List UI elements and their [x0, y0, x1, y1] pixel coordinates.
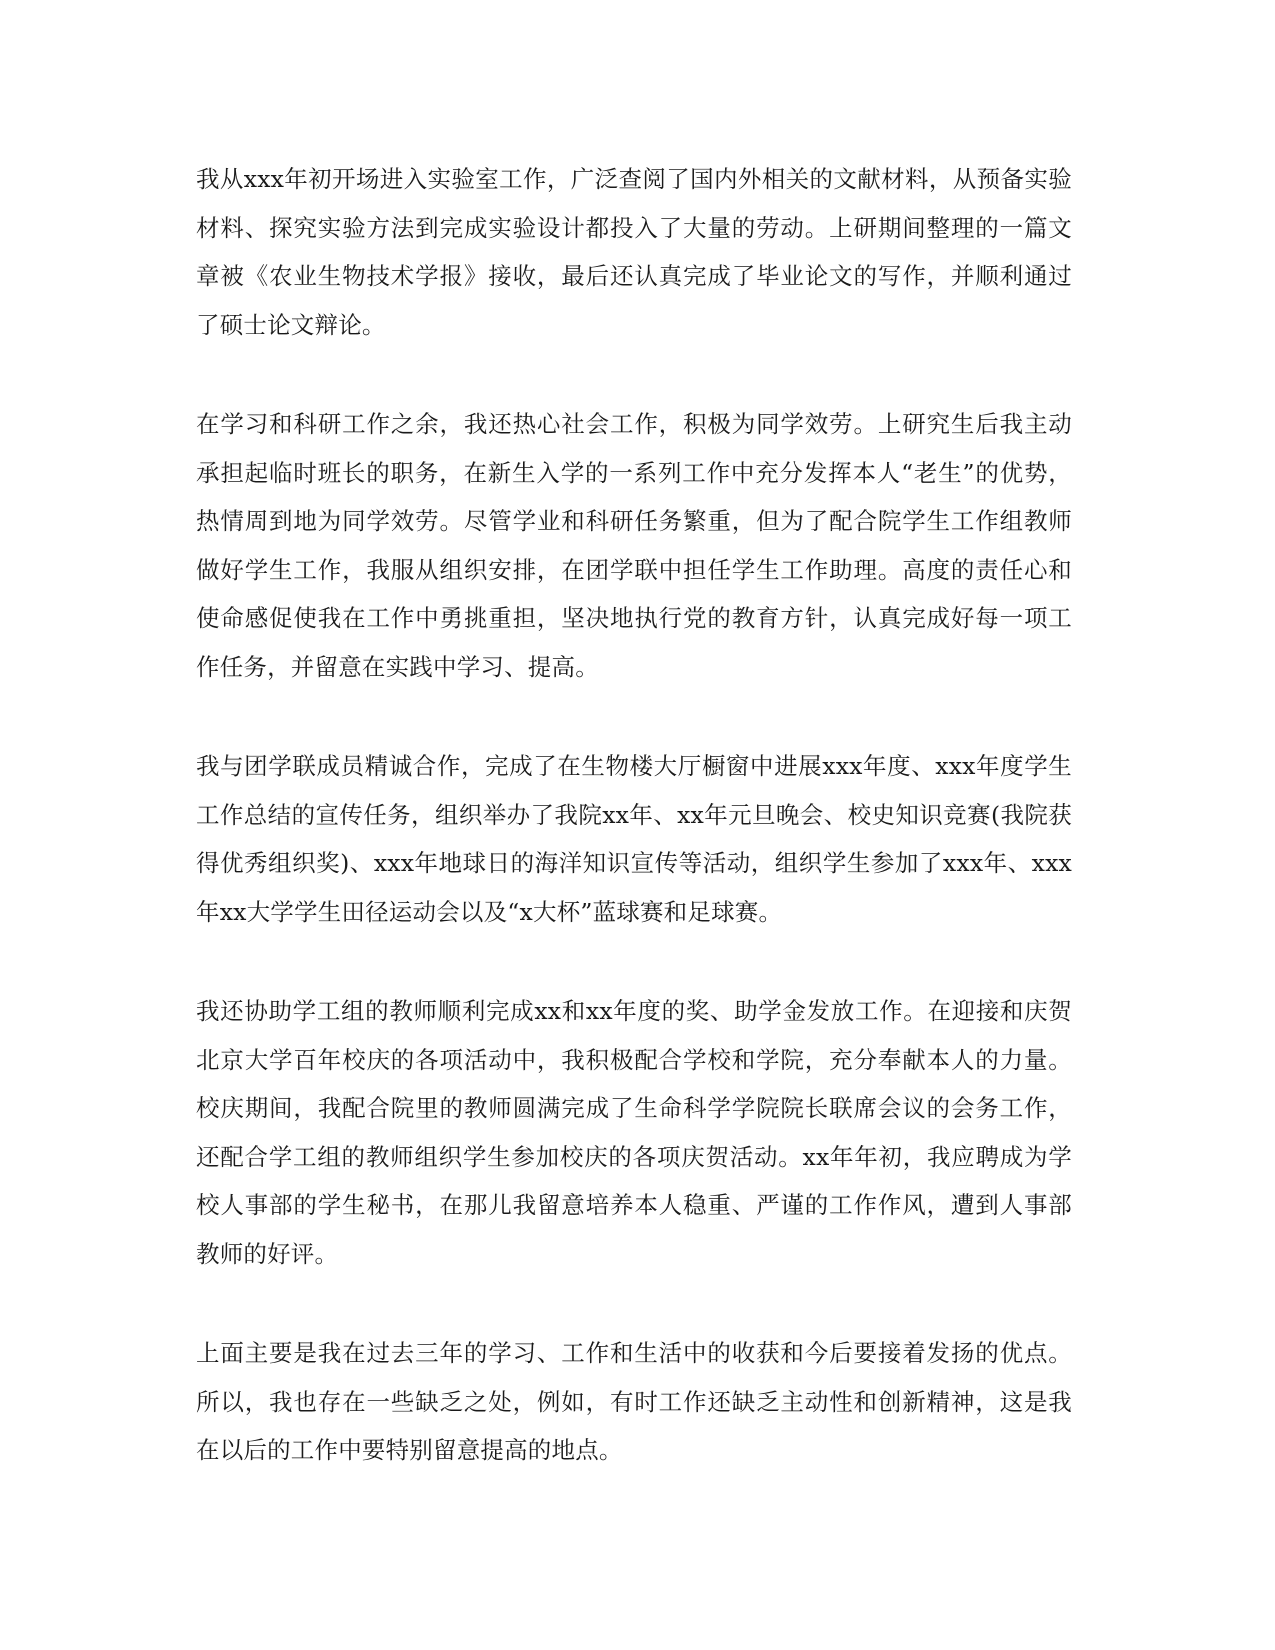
paragraph-student-union: 我与团学联成员精诚合作，完成了在生物楼大厅橱窗中进展xxx年度、xxx年度学生工作总结的宣传任务，组织举办了我院xx年、xx年元旦晚会、校史知识竞赛(我院获得优秀组织奖)、xxx年地球日的海洋知识宣传等活动，组织学生参加了xxx年、xxx年xx大学学生田径运动会以及“x大杯”蓝球赛和足球赛。 — [196, 752, 1072, 926]
paragraph-lab-work: 我从xxx年初开场进入实验室工作，广泛查阅了国内外相关的文献材料，从预备实验材料、探究实验方法到完成实验设计都投入了大量的劳动。上研期间整理的一篇文章被《农业生物技术学报》接收，最后还认真完成了毕业论文的写作，并顺利通过了硕士论文辩论。 — [196, 165, 1072, 339]
paragraph-summary: 上面主要是我在过去三年的学习、工作和生活中的收获和今后要接着发扬的优点。所以，我也存在一些缺乏之处，例如，有时工作还缺乏主动性和创新精神，这是我在以后的工作中要特别留意提高的地点。 — [196, 1339, 1072, 1464]
paragraph-scholarship-anniversary: 我还协助学工组的教师顺利完成xx和xx年度的奖、助学金发放工作。在迎接和庆贺北京大学百年校庆的各项活动中，我积极配合学校和学院，充分奉献本人的力量。校庆期间，我配合院里的教师圆满完成了生命科学学院院长联席会议的会务工作，还配合学工组的教师组织学生参加校庆的各项庆贺活动。xx年年初，我应聘成为学校人事部的学生秘书，在那儿我留意培养本人稳重、严谨的工作作风，遭到人事部教师的好评。 — [196, 997, 1072, 1268]
document-body — [196, 155, 1072, 1526]
paragraph-social-work: 在学习和科研工作之余，我还热心社会工作，积极为同学效劳。上研究生后我主动承担起临时班长的职务，在新生入学的一系列工作中充分发挥本人“老生”的优势，热情周到地为同学效劳。尽管学业和科研任务繁重，但为了配合院学生工作组教师做好学生工作，我服从组织安排，在团学联中担任学生工作助理。高度的责任心和使命感促使我在工作中勇挑重担，坚决地执行党的教育方针，认真完成好每一项工作任务，并留意在实践中学习、提高。 — [196, 410, 1072, 681]
